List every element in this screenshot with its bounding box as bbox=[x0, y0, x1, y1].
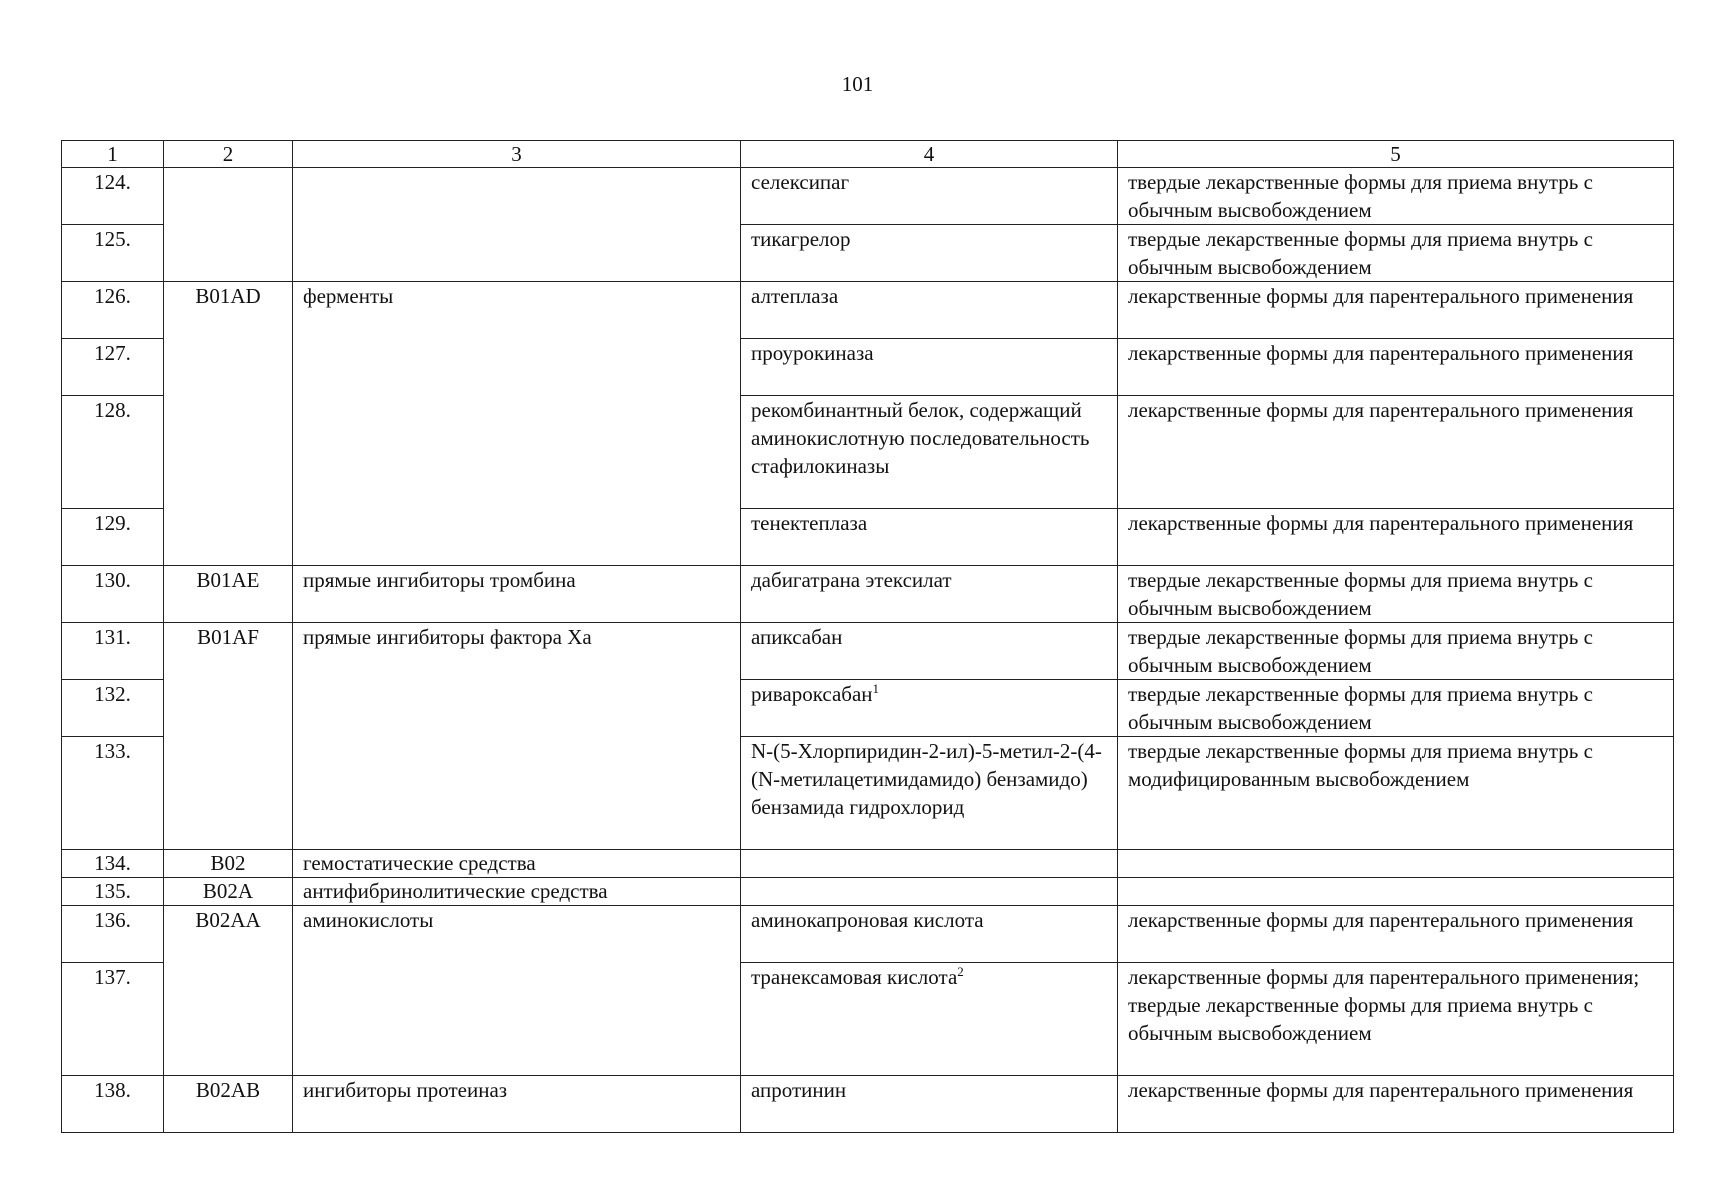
dosage-form: лекарственные формы для парентерального применения bbox=[1118, 339, 1674, 396]
drug-name: N-(5-Хлорпиридин-2-ил)-5-метил-2-(4-(N-метилацетимидамидо) бензамидо) бензамида гидрохлорид bbox=[741, 737, 1118, 850]
group-name: ферменты bbox=[293, 282, 741, 566]
row-number: 127. bbox=[62, 339, 164, 396]
atc-code: B02 bbox=[164, 850, 293, 878]
dosage-form: твердые лекарственные формы для приема внутрь с обычным высвобождением bbox=[1118, 225, 1674, 282]
row-number: 133. bbox=[62, 737, 164, 850]
group-name: прямые ингибиторы фактора Ха bbox=[293, 623, 741, 850]
row-number: 125. bbox=[62, 225, 164, 282]
drug-name: дабигатрана этексилат bbox=[741, 566, 1118, 623]
atc-code: B01AD bbox=[164, 282, 293, 566]
table-row bbox=[62, 566, 1674, 623]
dosage-form-line: твердые лекарственные формы для приема внутрь с обычным высвобождением bbox=[1128, 993, 1593, 1045]
drug-name bbox=[741, 850, 1118, 878]
table-row bbox=[62, 878, 1674, 906]
atc-code bbox=[164, 168, 293, 282]
dosage-form: лекарственные формы для парентерального применения bbox=[1118, 1076, 1674, 1133]
group-name bbox=[293, 168, 741, 282]
column-header-4: 4 bbox=[741, 141, 1118, 168]
column-header-2: 2 bbox=[164, 141, 293, 168]
table-row bbox=[62, 282, 1674, 339]
column-header-3: 3 bbox=[293, 141, 741, 168]
row-number: 136. bbox=[62, 906, 164, 963]
dosage-form: лекарственные формы для парентерального применения bbox=[1118, 509, 1674, 566]
drug-name: проурокиназа bbox=[741, 339, 1118, 396]
atc-code: B02AB bbox=[164, 1076, 293, 1133]
dosage-form: лекарственные формы для парентерального применения bbox=[1118, 282, 1674, 339]
row-number: 128. bbox=[62, 396, 164, 509]
column-header-5: 5 bbox=[1118, 141, 1674, 168]
dosage-form: твердые лекарственные формы для приема внутрь с модифицированным высвобождением bbox=[1118, 737, 1674, 850]
table-row bbox=[62, 850, 1674, 878]
dosage-form: лекарственные формы для парентерального применения bbox=[1118, 906, 1674, 963]
header-row bbox=[62, 141, 1674, 168]
table-row bbox=[62, 168, 1674, 225]
drug-name: алтеплаза bbox=[741, 282, 1118, 339]
drug-name: селексипаг bbox=[741, 168, 1118, 225]
dosage-form-line: лекарственные формы для парентерального применения; bbox=[1128, 965, 1640, 989]
dosage-form bbox=[1118, 878, 1674, 906]
table-row bbox=[62, 906, 1674, 963]
dosage-form: твердые лекарственные формы для приема внутрь с обычным высвобождением bbox=[1118, 680, 1674, 737]
drug-name: рекомбинантный белок, содержащий аминокислотную последовательность стафилокиназы bbox=[741, 396, 1118, 509]
dosage-form bbox=[1118, 850, 1674, 878]
group-name: ингибиторы протеиназ bbox=[293, 1076, 741, 1133]
drug-name: тенектеплаза bbox=[741, 509, 1118, 566]
row-number: 138. bbox=[62, 1076, 164, 1133]
footnote-marker: 1 bbox=[872, 681, 880, 696]
atc-code: B01AF bbox=[164, 623, 293, 850]
drug-name bbox=[741, 878, 1118, 906]
drug-name bbox=[741, 680, 1118, 737]
dosage-form: твердые лекарственные формы для приема внутрь с обычным высвобождением bbox=[1118, 623, 1674, 680]
row-number: 129. bbox=[62, 509, 164, 566]
row-number: 132. bbox=[62, 680, 164, 737]
row-number: 135. bbox=[62, 878, 164, 906]
group-name: прямые ингибиторы тромбина bbox=[293, 566, 741, 623]
row-number: 137. bbox=[62, 963, 164, 1076]
row-number: 130. bbox=[62, 566, 164, 623]
table-row bbox=[62, 1076, 1674, 1133]
atc-code: B02AA bbox=[164, 906, 293, 1076]
row-number: 126. bbox=[62, 282, 164, 339]
footnote-marker: 2 bbox=[957, 964, 964, 979]
table-row bbox=[62, 623, 1674, 680]
drug-name: апиксабан bbox=[741, 623, 1118, 680]
drug-name bbox=[741, 963, 1118, 1076]
dosage-form bbox=[1118, 963, 1674, 1076]
dosage-form: твердые лекарственные формы для приема внутрь с обычным высвобождением bbox=[1118, 566, 1674, 623]
drug-name: апротинин bbox=[741, 1076, 1118, 1133]
column-header-1: 1 bbox=[62, 141, 164, 168]
drug-name: тикагрелор bbox=[741, 225, 1118, 282]
drug-name-text: транексамовая кислота bbox=[751, 965, 958, 989]
dosage-form: твердые лекарственные формы для приема внутрь с обычным высвобождением bbox=[1118, 168, 1674, 225]
drug-table bbox=[61, 140, 1674, 1133]
drug-name: аминокапроновая кислота bbox=[741, 906, 1118, 963]
group-name: аминокислоты bbox=[293, 906, 741, 1076]
group-name: гемостатические средства bbox=[293, 850, 741, 878]
dosage-form: лекарственные формы для парентерального применения bbox=[1118, 396, 1674, 509]
page-number: 101 bbox=[841, 72, 874, 96]
row-number: 124. bbox=[62, 168, 164, 225]
row-number: 134. bbox=[62, 850, 164, 878]
atc-code: B02A bbox=[164, 878, 293, 906]
atc-code: B01AE bbox=[164, 566, 293, 623]
group-name: антифибринолитические средства bbox=[293, 878, 741, 906]
drug-name-text: ривароксабан bbox=[751, 682, 873, 706]
row-number: 131. bbox=[62, 623, 164, 680]
